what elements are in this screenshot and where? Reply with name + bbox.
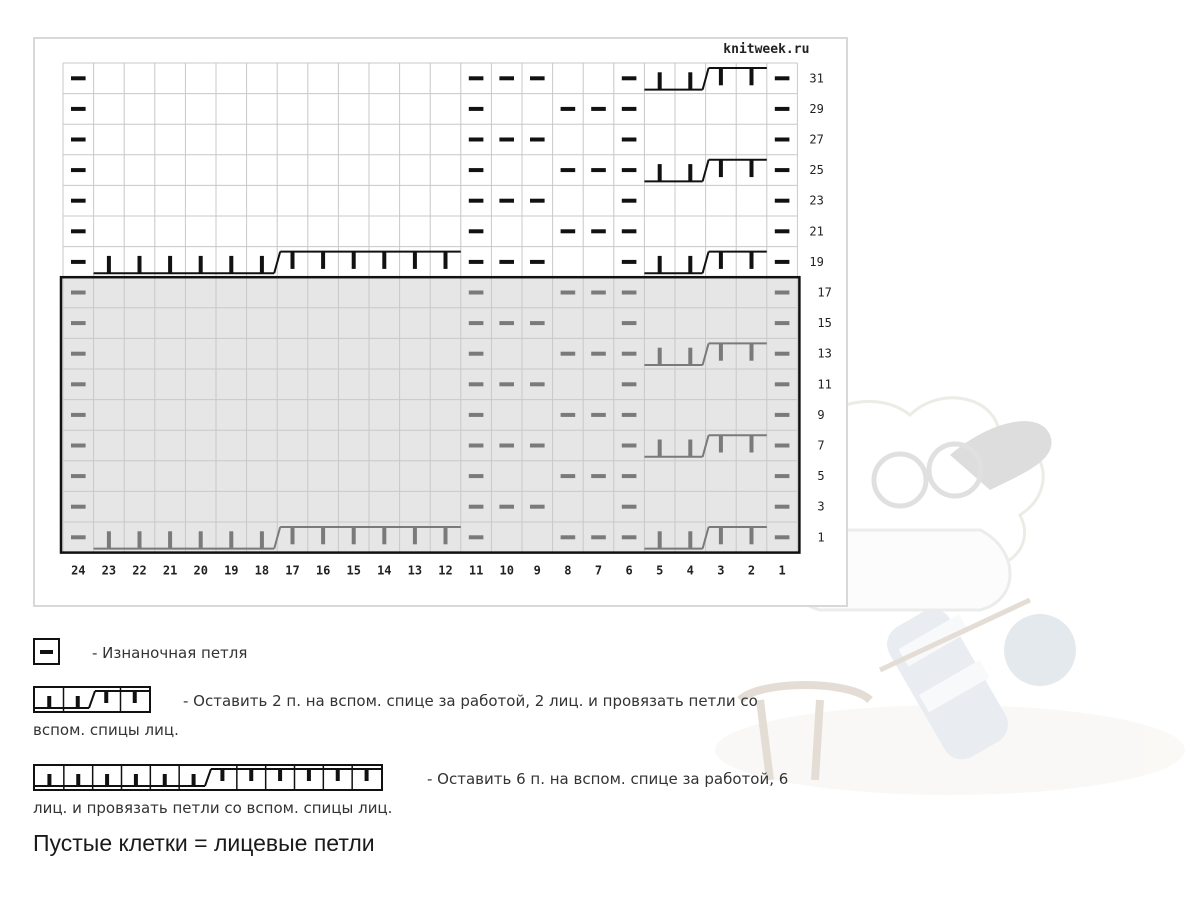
purl-mark [499,76,514,80]
cable-stitch-bar [168,531,172,548]
purl-mark [530,260,545,264]
purl-mark [71,199,86,203]
cable-stitch-bar [688,164,692,181]
legend-cable-bar [47,774,51,786]
cable-stitch-bar [658,72,662,89]
purl-mark [591,291,606,295]
purl-mark [469,291,484,295]
cable-stitch-bar [719,343,723,360]
purl-mark [561,474,576,478]
legend-cable-2x2-text: - Оставить 2 п. на вспом. спице за работой, 2 лиц. и провязать петли со [183,692,758,710]
legend-cable-bar [76,774,80,786]
purl-mark [71,229,86,233]
cable-stitch-bar [168,256,172,273]
cable-stitch-bar [658,256,662,273]
column-number: 9 [533,563,541,578]
purl-mark [622,199,637,203]
row-number: 27 [809,132,824,147]
column-number: 10 [499,563,514,578]
purl-mark [71,138,86,142]
purl-mark [622,413,637,417]
column-number: 17 [285,563,300,578]
cable-2x2-icon [35,688,149,711]
legend-cable-2x2-symbol [33,686,151,713]
cable-stitch-bar [658,531,662,548]
watermark-label: knitweek.ru [723,42,810,57]
column-number: 18 [254,563,270,578]
cable-stitch-bar [352,252,356,269]
cable-stitch-bar [688,72,692,89]
purl-mark [71,413,86,417]
cable-stitch-bar [750,160,754,177]
purl-mark [775,168,790,172]
row-number: 5 [817,469,825,484]
purl-mark [71,107,86,111]
purl-mark [499,444,514,448]
chart-frame [33,37,848,607]
column-number: 15 [346,563,361,578]
purl-mark [469,199,484,203]
purl-mark [469,321,484,325]
purl-mark [469,168,484,172]
legend-cable-bar [365,769,369,781]
cable-stitch-bar [229,256,233,273]
cable-stitch-bar [658,164,662,181]
cable-stitch-bar [260,531,264,548]
cable-stitch-bar [321,252,325,269]
column-number: 16 [315,563,331,578]
column-number: 22 [132,563,147,578]
purl-mark [591,229,606,233]
purl-mark [530,76,545,80]
purl-mark [469,474,484,478]
row-number: 19 [809,254,824,269]
legend-cable-6x6-text-cont: лиц. и провязать петли со вспом. спицы лиц. [33,799,393,817]
legend-cable-bar [133,691,137,703]
purl-mark [622,352,637,356]
cable-stitch-bar [199,531,203,548]
purl-mark [775,535,790,539]
cable-stitch-bar [750,343,754,360]
column-number: 2 [747,563,756,578]
purl-mark [71,382,86,386]
purl-mark [775,291,790,295]
legend-cable-diagonal [205,769,211,786]
column-number: 12 [438,563,453,578]
column-number: 3 [717,563,725,578]
cable-stitch-bar [444,527,448,544]
cable-stitch-bar [719,527,723,544]
purl-mark [469,107,484,111]
purl-mark [775,413,790,417]
cable-stitch-bar [321,527,325,544]
purl-mark [499,321,514,325]
purl-mark [499,260,514,264]
purl-mark [561,291,576,295]
column-number: 8 [564,563,572,578]
row-number: 23 [809,193,824,208]
purl-mark [775,260,790,264]
purl-mark [71,444,86,448]
purl-mark [775,138,790,142]
purl-mark [71,321,86,325]
purl-mark [71,352,86,356]
legend-cable-6x6-text: - Оставить 6 п. на вспом. спице за работой, 6 [427,770,789,788]
purl-mark [775,474,790,478]
legend-cable-bar [278,769,282,781]
purl-mark [622,474,637,478]
cable-stitch-bar [138,256,142,273]
purl-mark [469,444,484,448]
purl-mark [71,260,86,264]
purl-mark [622,321,637,325]
purl-mark [71,168,86,172]
purl-mark [469,382,484,386]
column-number: 19 [224,563,239,578]
cable-6x6-icon [35,766,381,789]
cable-stitch-bar [413,252,417,269]
cable-stitch-bar [719,68,723,85]
purl-mark [71,535,86,539]
row-number: 7 [817,438,825,453]
cable-stitch-bar [719,160,723,177]
legend-cable-bar [163,774,167,786]
row-number: 1 [817,530,825,545]
purl-mark [622,138,637,142]
cable-stitch-bar [688,348,692,365]
cable-stitch-bar [719,252,723,269]
purl-mark [775,444,790,448]
purl-mark [469,138,484,142]
purl-icon [35,640,58,663]
legend-cable-bar [220,769,224,781]
cable-stitch-bar [750,527,754,544]
purl-mark [71,76,86,80]
purl-mark [530,505,545,509]
purl-mark [469,229,484,233]
cable-stitch-bar [658,440,662,457]
column-number: 6 [625,563,633,578]
purl-mark [530,444,545,448]
cable-stitch-bar [444,252,448,269]
purl-mark [775,382,790,386]
purl-mark [499,505,514,509]
purl-mark [622,382,637,386]
cable-stitch-bar [229,531,233,548]
purl-mark [530,199,545,203]
row-number: 31 [809,71,824,86]
cable-stitch-bar [291,527,295,544]
cable-stitch-bar [750,252,754,269]
footer-note: Пустые клетки = лицевые петли [33,830,375,856]
purl-mark [469,76,484,80]
row-number: 29 [809,101,824,116]
purl-mark [591,474,606,478]
cable-stitch-bar [688,256,692,273]
purl-mark [561,352,576,356]
purl-mark [561,168,576,172]
row-number: 13 [817,346,832,361]
purl-mark [561,535,576,539]
purl-mark [71,474,86,478]
purl-mark [499,382,514,386]
legend-cable-bar [192,774,196,786]
purl-mark [499,138,514,142]
purl-mark [591,168,606,172]
purl-mark [469,352,484,356]
row-number: 15 [817,316,832,331]
cable-stitch-bar [688,531,692,548]
legend-cable-bar [249,769,253,781]
purl-mark [469,505,484,509]
purl-mark [775,229,790,233]
purl-mark [499,199,514,203]
cable-stitch-bar [138,531,142,548]
column-number: 21 [162,563,178,578]
column-number: 20 [193,563,208,578]
purl-mark [775,505,790,509]
column-number: 23 [101,563,117,578]
cable-stitch-bar [750,435,754,452]
row-number: 17 [817,285,832,300]
column-number: 24 [71,563,86,578]
column-number: 5 [656,563,664,578]
legend-cable-bar [105,774,109,786]
cable-stitch-bar [107,531,111,548]
row-number: 3 [817,499,825,514]
purl-mark [591,535,606,539]
cable-stitch-bar [107,256,111,273]
legend-cable-bar [307,769,311,781]
cable-stitch-bar [688,440,692,457]
purl-mark [530,382,545,386]
legend-cable-bar [134,774,138,786]
column-number: 1 [778,563,786,578]
purl-mark [591,107,606,111]
purl-mark [591,352,606,356]
purl-mark [622,505,637,509]
cable-stitch-bar [658,348,662,365]
purl-mark [622,535,637,539]
cable-stitch-bar [719,435,723,452]
purl-mark [775,321,790,325]
purl-mark [530,138,545,142]
legend-cable-bar [47,696,51,708]
row-number: 21 [809,224,824,239]
legend-cable-bar [104,691,108,703]
cable-stitch-bar [413,527,417,544]
cable-stitch-bar [260,256,264,273]
purl-mark [561,229,576,233]
purl-mark [622,107,637,111]
column-number: 13 [407,563,423,578]
legend-purl-symbol [33,638,60,665]
cable-stitch-bar [291,252,295,269]
legend-purl-text: - Изнаночная петля [92,644,248,662]
purl-mark [469,260,484,264]
cable-stitch-bar [382,252,386,269]
column-number: 4 [686,563,694,578]
cable-stitch-bar [352,527,356,544]
column-number: 7 [594,563,603,578]
purl-mark [591,413,606,417]
row-number: 25 [809,163,824,178]
legend-cable-bar [336,769,340,781]
row-number: 9 [817,407,825,422]
column-number: 14 [377,563,392,578]
purl-mark [561,107,576,111]
purl-mark [775,76,790,80]
cable-stitch-bar [750,68,754,85]
purl-mark [561,413,576,417]
purl-mark [622,168,637,172]
purl-mark [622,76,637,80]
purl-mark [622,229,637,233]
legend-cable-2x2-text-cont: вспом. спицы лиц. [33,721,179,739]
column-number: 11 [468,563,484,578]
cable-stitch-bar [199,256,203,273]
purl-mark [622,444,637,448]
purl-mark [775,352,790,356]
legend-cable-6x6-symbol [33,764,383,791]
purl-mark [775,107,790,111]
purl-mark [71,505,86,509]
legend-cable-diagonal [89,691,95,708]
purl-mark [469,535,484,539]
purl-mark [622,260,637,264]
purl-mark [71,291,86,295]
legend-cable-bar [76,696,80,708]
cable-stitch-bar [382,527,386,544]
purl-mark [469,413,484,417]
purl-mark [530,321,545,325]
purl-mark [622,291,637,295]
row-number: 11 [817,377,832,392]
knitting-chart [35,39,850,609]
purl-mark [775,199,790,203]
